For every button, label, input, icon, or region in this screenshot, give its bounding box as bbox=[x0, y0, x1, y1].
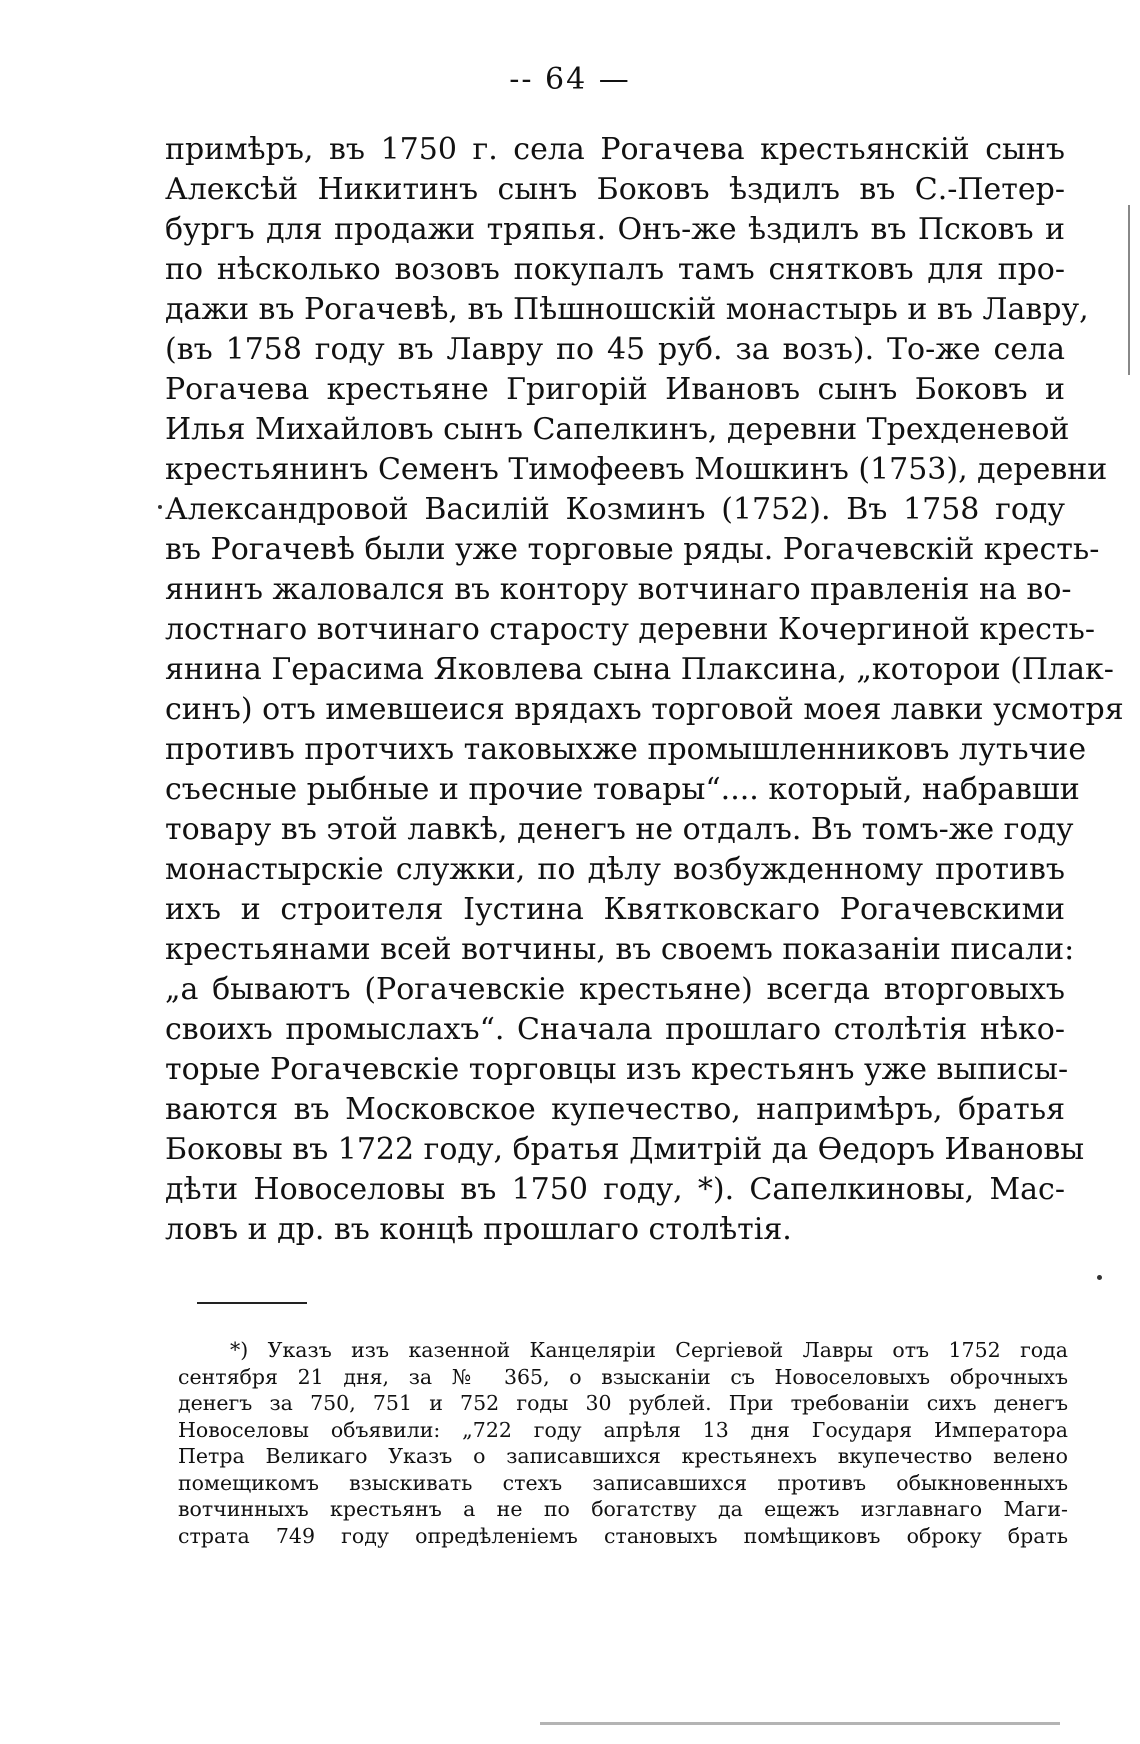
text-line: (въ 1758 году въ Лавру по 45 руб. за возъ). То-же села bbox=[165, 332, 1065, 367]
text-line: торые Рогачевскіе торговцы изъ крестьянъ уже выписы- bbox=[165, 1052, 1069, 1087]
text-line: „а бываютъ (Рогачевскіе крестьяне) всегда вторговыхъ bbox=[165, 972, 1065, 1007]
text-line: янина Герасима Яковлева сына Плаксина, „которои (Плак- bbox=[165, 652, 1114, 687]
scan-speck bbox=[158, 505, 162, 509]
footnote-line: *) Указъ изъ казенной Канцеляріи Сергіевой Лавры отъ 1752 года bbox=[230, 1338, 1068, 1362]
text-line: янинъ жаловался въ контору вотчинаго правленія на во- bbox=[165, 572, 1072, 607]
text-line: монастырскіе служки, по дѣлу возбужденному противъ bbox=[165, 852, 1065, 887]
footnote-line: Петра Великаго Указъ о записавшихся крестьянехъ вкупечество велено bbox=[178, 1444, 1068, 1468]
text-line: бургъ для продажи тряпья. Онъ-же ѣздилъ въ Псковъ и bbox=[165, 212, 1065, 247]
text-line: Рогачева крестьяне Григорій Ивановъ сынъ Боковъ и bbox=[165, 372, 1065, 407]
footnote-line: помещикомъ взыскивать стехъ записавшихся противъ обыкновенныхъ bbox=[178, 1470, 1068, 1495]
text-line: ловъ и др. въ концѣ прошлаго столѣтія. bbox=[165, 1212, 792, 1247]
footnote-block bbox=[178, 1337, 1068, 1549]
text-line: Илья Михайловъ сынъ Сапелкинъ, деревни Трехденевой bbox=[165, 412, 1070, 447]
footnote-separator bbox=[197, 1302, 307, 1304]
footnote-line: сентября 21 дня, за № 365, о взысканіи съ Новоселовыхъ оброчныхъ bbox=[178, 1364, 1068, 1389]
main-text-block bbox=[165, 130, 1124, 1250]
text-line: лостнаго вотчинаго старосту деревни Кочергиной кресть- bbox=[165, 612, 1095, 647]
text-line: ваются въ Московское купечество, напримѣръ, братья bbox=[165, 1092, 1065, 1127]
page-number: -- 64 — bbox=[509, 62, 631, 97]
scan-bottom-artifact bbox=[540, 1722, 1060, 1725]
text-line: по нѣсколько возовъ покупалъ тамъ снятковъ для про- bbox=[165, 252, 1065, 287]
text-line: своихъ промыслахъ“. Сначала прошлаго столѣтія нѣко- bbox=[165, 1012, 1065, 1047]
text-line: дѣти Новоселовы въ 1750 году, *). Сапелкиновы, Мас- bbox=[165, 1172, 1065, 1207]
scan-speck bbox=[1097, 1275, 1102, 1280]
text-line: въ Рогачевѣ были уже торговые ряды. Рогачевскій кресть- bbox=[165, 532, 1100, 567]
footnote-line: Новоселовы объявили: „722 году апрѣля 13 дня Государя Императора bbox=[178, 1417, 1068, 1442]
footnote-line: денегъ за 750, 751 и 752 годы 30 рублей. При требованіи сихъ денегъ bbox=[178, 1391, 1068, 1415]
text-line: Алексѣй Никитинъ сынъ Боковъ ѣздилъ въ С.-Петер- bbox=[165, 172, 1065, 207]
footnote-line: страта 749 году опредѣленіемъ становыхъ помѣщиковъ оброку брать bbox=[178, 1523, 1068, 1548]
text-line: крестьянинъ Семенъ Тимофеевъ Мошкинъ (1753), деревни bbox=[165, 452, 1108, 487]
scan-edge-mark bbox=[1128, 205, 1130, 375]
text-line: примѣръ, въ 1750 г. села Рогачева крестьянскій сынъ bbox=[165, 132, 1065, 167]
text-line: крестьянами всей вотчины, въ своемъ показаніи писали: bbox=[165, 932, 1075, 967]
text-line: Боковы въ 1722 году, братья Дмитрій да Ѳедоръ Ивановы bbox=[165, 1132, 1085, 1167]
text-line: съесные рыбные и прочие товары“.... который, набравши bbox=[165, 772, 1080, 807]
text-line: Александровой Василій Козминъ (1752). Въ 1758 году bbox=[165, 492, 1065, 527]
text-line: противъ протчихъ таковыхже промышленниковъ лутьчие bbox=[165, 732, 1087, 767]
text-line: дажи въ Рогачевѣ, въ Пѣшношскій монастырь и въ Лавру, bbox=[165, 292, 1089, 327]
text-line: ихъ и строителя Іустина Квятковскаго Рогачевскими bbox=[165, 892, 1065, 927]
text-line: товару въ этой лавкѣ, денегъ не отдалъ. Въ томъ-же году bbox=[165, 812, 1074, 847]
footnote-line: вотчинныхъ крестьянъ а не по богатству да ещежъ изглавнаго Маги- bbox=[178, 1497, 1068, 1521]
text-line: синъ) отъ имевшеися врядахъ торговой моея лавки усмотря bbox=[165, 692, 1124, 727]
